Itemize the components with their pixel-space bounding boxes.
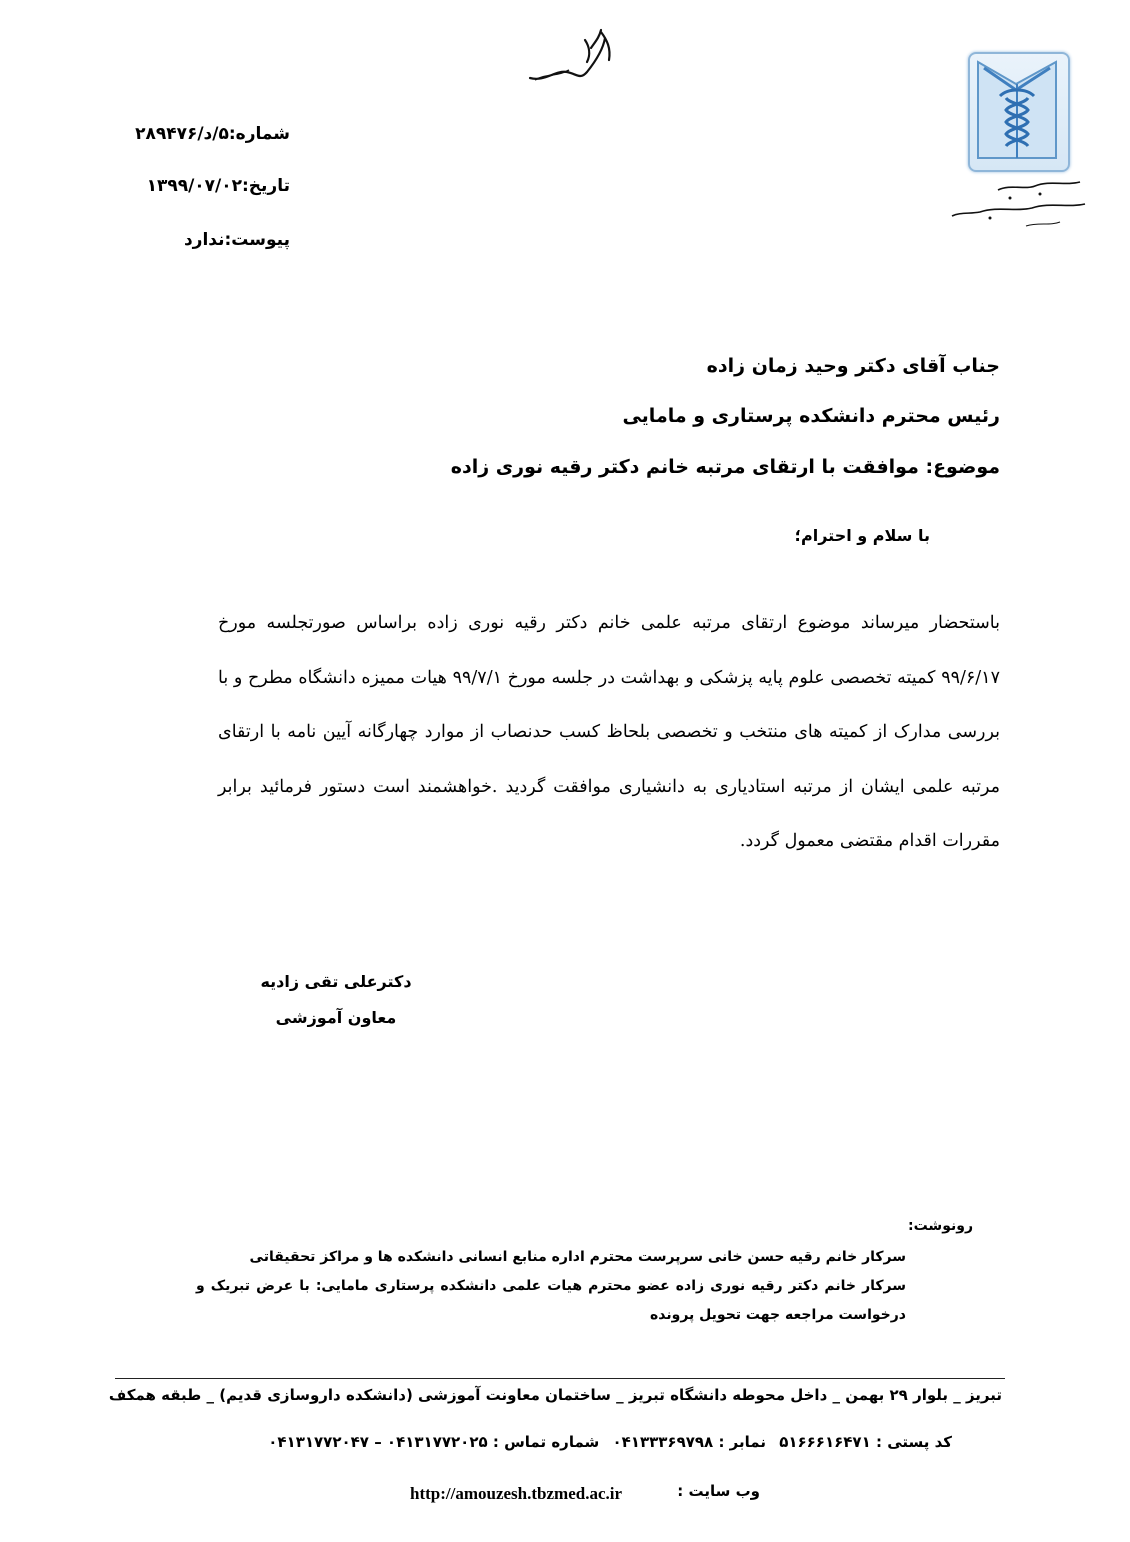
university-logo	[968, 52, 1070, 172]
cc-item: سرکار خانم رقیه حسن خانی سرپرست محترم اداره منابع انسانی دانشکده ها و مراکز تحقیقاتی	[249, 1249, 906, 1265]
subject-line: موضوع: موافقت با ارتقای مرتبه خانم دکتر رقیه نوری زاده	[450, 456, 1000, 478]
recipient-title: رئیس محترم دانشکده پرستاری و مامایی	[622, 405, 1000, 427]
letter-body: باستحضار میرساند موضوع ارتقای مرتبه علمی خانم دکتر رقیه نوری زاده براساس صورتجلسه مورخ ۹۹/۶/۱۷ کمیته تخصصی علوم پایه پزشکی و بهداشت در جلسه مورخ ۹۹/۷/۱ هیات ممیزه دانشگاه مطرح و با بررسی مدارک از کمیته های منتخب و تخصصی بلحاظ کسب حدنصاب از موارد چهارگانه آیین نامه با ارتقای مرتبه علمی ایشان از مرتبه استادیاری به دانشیاری موافقت گردید .خواهشمند است دستور فرمائید برابر مقررات اقدام مقتضی معمول گردد.	[218, 613, 1000, 851]
recipient-line: جناب آقای دکتر وحید زمان زاده	[706, 355, 1000, 377]
letter-attachment: پیوست:ندارد	[183, 230, 290, 250]
signatory-role: معاون آموزشی	[275, 1008, 397, 1027]
letter-date: تاریخ:۱۳۹۹/۰۷/۰۲	[146, 176, 290, 196]
letter-number: شماره:۵/د/۲۸۹۴۷۶	[135, 124, 290, 144]
cc-item: سرکار خانم دکتر رقیه نوری زاده عضو محترم هیات علمی دانشکده پرستاری مامایی: با عرض تبریک و درخواست مراجعه جهت تحویل پرونده	[196, 1278, 906, 1323]
footer-postal-code: کد پستی : ۵۱۶۶۶۱۶۴۷۱	[779, 1433, 952, 1451]
handwritten-initials	[525, 20, 620, 90]
footer-fax: نمابر : ۰۴۱۳۳۳۶۹۷۹۸	[612, 1433, 766, 1451]
cc-label: رونوشت:	[908, 1218, 973, 1234]
website-label: وب سایت :	[677, 1482, 760, 1500]
website-link[interactable]: http://amouzesh.tbzmed.ac.ir	[410, 1484, 623, 1503]
footer-divider	[115, 1378, 1005, 1379]
logo-caption	[940, 172, 1090, 232]
greeting: با سلام و احترام؛	[794, 526, 930, 545]
cc-list	[196, 1243, 906, 1330]
footer-phone: شماره تماس : ۰۴۱۳۱۷۷۲۰۲۵ – ۰۴۱۳۱۷۷۲۰۴۷	[268, 1433, 600, 1451]
footer-contacts	[260, 1433, 952, 1451]
signatory-name: دکترعلی تقی زادیه	[260, 972, 412, 991]
footer-address: تبریز _ بلوار ۲۹ بهمن _ داخل محوطه دانشگاه تبریز _ ساختمان معاونت آموزشی (دانشکده داروسازی قدیم) _ طبقه همکف	[108, 1386, 1002, 1404]
footer-website	[410, 1482, 760, 1508]
